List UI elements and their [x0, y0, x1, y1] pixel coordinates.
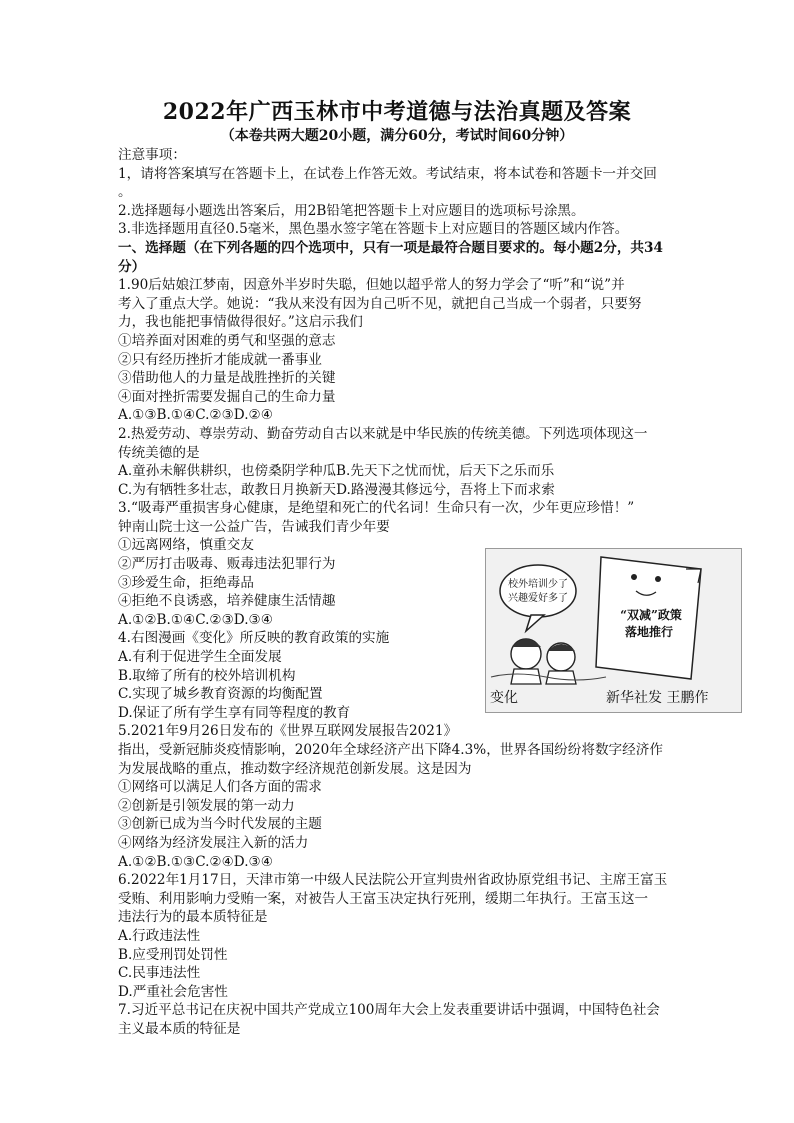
- question-line: 为发展战略的重点，推动数字经济规范创新发展。这是因为: [118, 760, 472, 777]
- question-line: 指出，受新冠肺炎疫情影响，2020年全球经济产出下降4.3%，世界各国纷纷将数字经济作: [118, 742, 663, 758]
- option-line: ③借助他人的力量是战胜挫折的关键: [118, 370, 336, 387]
- answer-options: C.为有牺牲多壮志，敢教日月换新天D.路漫漫其修远兮，吾将上下而求索: [118, 481, 555, 498]
- question-line: 力，我也能把事情做得很好。”这启示我们: [118, 314, 363, 331]
- cartoon-caption-title: 变化: [490, 690, 518, 706]
- bubble-text-1: 校外培训少了: [508, 579, 568, 590]
- option-line: ②创新是引领发展的第一动力: [118, 797, 295, 814]
- paper-eye-right: [655, 576, 661, 582]
- option-line: ①远离网络，慎重交友: [118, 537, 254, 554]
- question-line: 传统美德的是: [118, 444, 200, 461]
- question-line: 1.90后姑娘江梦南，因意外半岁时失聪，但她以超乎常人的努力学会了“听”和“说”并: [118, 277, 625, 294]
- document-subtitle: （本卷共两大题20小题，满分60分，考试时间60分钟）: [220, 128, 574, 144]
- text-line: 注意事项：: [118, 147, 186, 163]
- text-line: 2.选择题每小题选出答案后，用2B铅笔把答题卡上对应题目的选项标号涂黑。: [118, 202, 585, 219]
- question-line: 7.习近平总书记在庆祝中国共产党成立100周年大会上发表重要讲话中强调，中国特色社会: [118, 1002, 660, 1019]
- option-line: A.行政违法性: [118, 927, 201, 944]
- question-line: 2.热爱劳动、尊崇劳动、勤奋劳动自古以来就是中华民族的传统美德。下列选项体现这一: [118, 425, 648, 442]
- option-line: ④网络为经济发展注入新的活力: [118, 834, 309, 851]
- question-line: 考入了重点大学。她说：“我从来没有因为自己听不见，就把自己当成一个弱者，只要努: [118, 295, 642, 312]
- cartoon-illustration: [485, 548, 742, 713]
- text-line: 3.非选择题用直径0.5毫米，黑色墨水签字笔在答题卡上对应题目的答题区域内作答。: [118, 221, 629, 238]
- option-line: B.应受刑罚处罚性: [118, 946, 228, 963]
- answer-options: A.①③B.①④C.②③D.②④: [118, 407, 273, 424]
- option-line: C.实现了城乡教育资源的均衡配置: [118, 686, 323, 703]
- option-line: ②只有经历挫折才能成就一番事业: [118, 351, 322, 368]
- question-line: 受贿、利用影响力受贿一案，对被告人王富玉决定执行死刑，缓期二年执行。王富玉这一: [118, 890, 649, 907]
- bubble-tail: [526, 615, 544, 631]
- question-line: 4.右图漫画《变化》所反映的教育政策的实施: [118, 630, 390, 647]
- section-heading: 一、选择题（在下列各题的四个选项中，只有一项是最符合题目要求的。每小题2分，共34: [118, 239, 663, 256]
- question-line: 6.2022年1月17日，天津市第一中级人民法院公开宣判贵州省政协原党组书记、主席王富玉: [118, 872, 668, 889]
- paper-text-2: 落地推行: [624, 625, 674, 639]
- option-line: D.严重社会危害性: [118, 983, 228, 1000]
- document-title: 2022年广西玉林市中考道德与法治真题及答案: [162, 99, 632, 125]
- option-line: ④面对挫折需要发掘自己的生命力量: [118, 388, 336, 405]
- question-line: 主义最本质的特征是: [118, 1020, 241, 1037]
- question-line: 违法行为的最本质特征是: [118, 909, 268, 926]
- text-line: 。: [118, 184, 132, 201]
- option-line: ③珍爱生命，拒绝毒品: [118, 574, 254, 591]
- option-line: B.取缔了所有的校外培训机构: [118, 667, 296, 684]
- answer-options: A.童孙未解供耕织，也傍桑阴学种瓜B.先天下之忧而忧，后天下之乐而乐: [118, 463, 555, 480]
- option-line: ③创新已成为当今时代发展的主题: [118, 816, 322, 833]
- option-line: A.有利于促进学生全面发展: [118, 649, 282, 666]
- bubble-text-2: 兴趣爱好多了: [508, 593, 568, 604]
- option-line: ①培养面对困难的勇气和坚强的意志: [118, 332, 336, 349]
- cartoon-caption-credit: 新华社发 王鹏作: [606, 690, 709, 706]
- answer-options: A.①②B.①④C.②③D.③④: [118, 611, 273, 628]
- answer-options: A.①②B.①③C.②④D.③④: [118, 853, 273, 870]
- option-line: ②严厉打击吸毒、贩毒违法犯罪行为: [118, 556, 336, 573]
- speech-bubble: [500, 565, 576, 617]
- child-left-body: [511, 669, 541, 684]
- question-line: 钟南山院士这一公益广告，告诫我们青少年要: [118, 518, 390, 535]
- option-line: ④拒绝不良诱惑，培养健康生活情趣: [118, 593, 336, 610]
- text-line: 1，请将答案填写在答题卡上，在试卷上作答无效。考试结束，将本试卷和答题卡一并交回: [118, 165, 657, 182]
- paper-text-1: “双减”政策: [620, 608, 682, 622]
- section-heading: 分）: [118, 258, 146, 275]
- paper-eye-left: [631, 574, 637, 580]
- option-line: ①网络可以满足人们各方面的需求: [118, 779, 322, 796]
- question-line: 5.2021年9月26日发布的《世界互联网发展报告2021》: [118, 723, 458, 740]
- option-line: D.保证了所有学生享有同等程度的教育: [118, 704, 351, 721]
- question-line: 3.“吸毒严重损害身心健康，是绝望和死亡的代名词！生命只有一次，少年更应珍惜！”: [118, 500, 635, 517]
- option-line: C.民事违法性: [118, 965, 201, 982]
